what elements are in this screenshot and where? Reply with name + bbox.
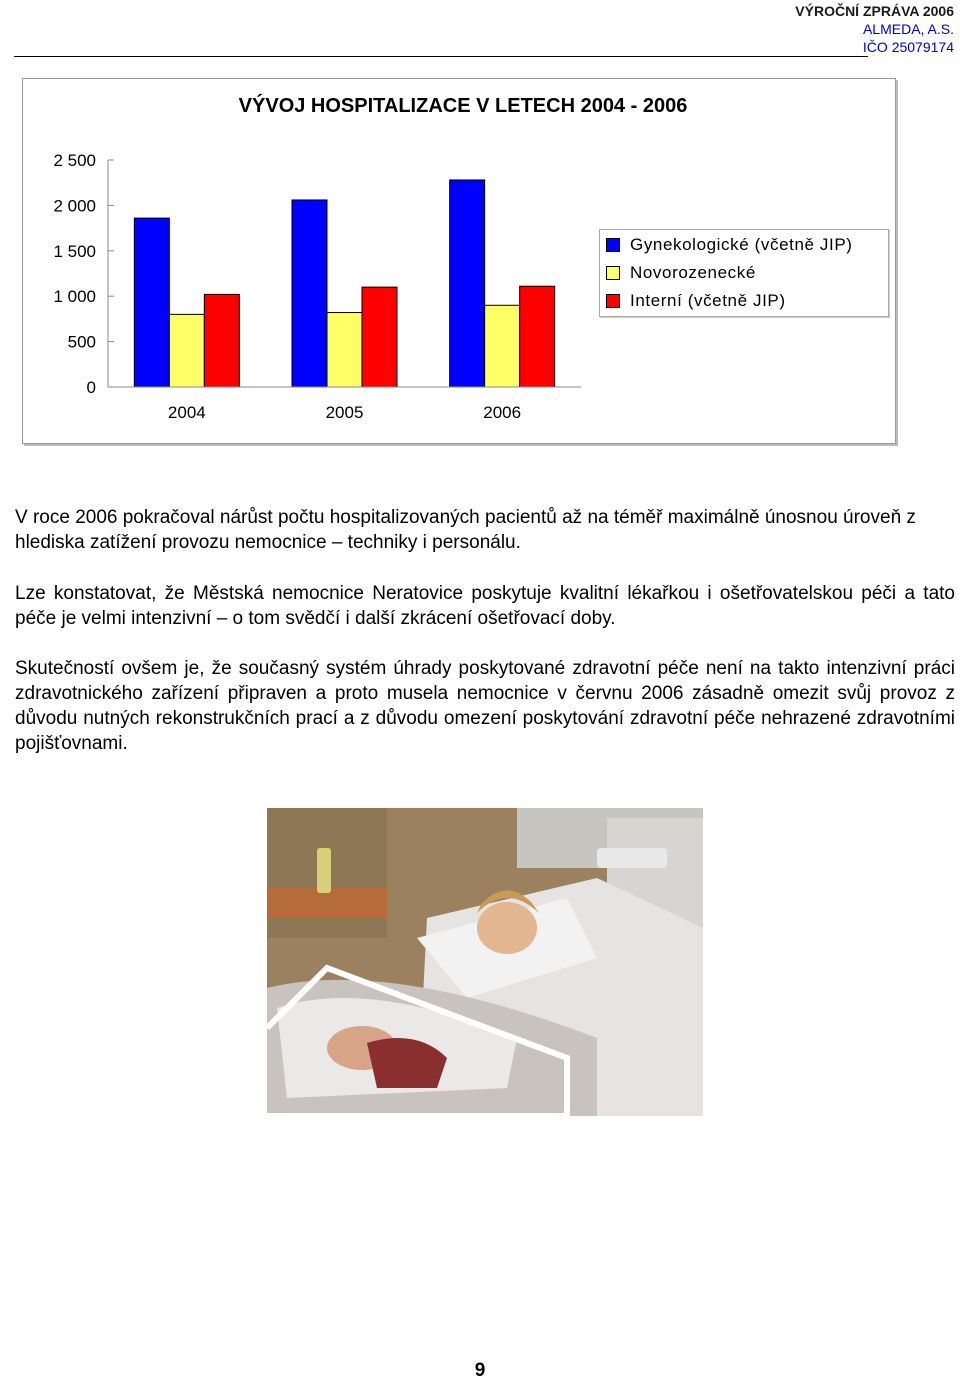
legend-label: Interní (včetně JIP) xyxy=(630,291,786,310)
y-tick-label: 1 500 xyxy=(53,241,96,261)
bar-2006-series-0 xyxy=(450,180,485,387)
bar-2005-series-2 xyxy=(362,287,397,387)
chart-title: VÝVOJ HOSPITALIZACE V LETECH 2004 - 2006 xyxy=(238,95,688,117)
legend-swatch-yellow xyxy=(606,266,620,280)
y-axis xyxy=(53,151,114,397)
paragraph-2: Lze konstatovat, že Městská nemocnice Neratovice poskytuje kvalitní lékařkou i ošetřovatelskou péči a tato péče je velmi intenzivní – o tom svědčí i další zkrácení ošetřovací doby. xyxy=(15,583,955,629)
header-divider xyxy=(14,56,868,57)
chart-legend xyxy=(599,229,889,317)
x-tick-label: 2006 xyxy=(483,403,522,422)
bar-2004-series-1 xyxy=(169,314,204,387)
legend-item-newborn xyxy=(606,261,756,285)
legend-item-internal xyxy=(606,289,786,313)
photo-illustration xyxy=(267,808,703,1116)
y-tick-label: 2 000 xyxy=(53,196,96,216)
x-tick-label: 2005 xyxy=(325,403,364,422)
legend-swatch-red xyxy=(606,294,620,308)
bar-2006-series-1 xyxy=(485,305,520,387)
legend-item-gynecology xyxy=(606,233,853,257)
x-axis xyxy=(108,387,581,422)
company-name: ALMEDA, A.S. xyxy=(862,21,954,37)
bar-2005-series-1 xyxy=(327,313,362,387)
report-title: VÝROČNÍ ZPRÁVA 2006 xyxy=(795,3,954,19)
legend-label: Novorozenecké xyxy=(630,263,756,282)
legend-label: Gynekologické (včetně JIP) xyxy=(630,235,853,254)
page-number: 9 xyxy=(474,1360,486,1381)
y-tick-label: 500 xyxy=(67,332,96,352)
page-header xyxy=(795,2,954,56)
chart-bars xyxy=(134,180,554,387)
x-tick-label: 2004 xyxy=(167,403,206,422)
y-tick-label: 2 500 xyxy=(53,151,96,170)
hospital-room-photo xyxy=(267,808,703,1116)
legend-swatch-blue xyxy=(606,238,620,252)
company-id: IČO 25079174 xyxy=(862,39,954,55)
paragraph-1: V roce 2006 pokračoval nárůst počtu hospitalizovaných pacientů až na téměř maximálně únosnou úroveň z hlediska zatížení provozu nemocnice – techniky i personálu. xyxy=(15,507,916,553)
paragraph-3: Skutečností ovšem je, že současný systém úhrady poskytované zdravotní péče není na takto intenzivní práci zdravotnického zařízení připraven a proto musela nemocnice v červnu 2006 zásadně omezit svůj provoz z důvodu nutných rekonstrukčních prací a z důvodu omezení poskytování zdravotní péče nehrazené zdravotními pojišťovnami. xyxy=(15,658,955,754)
hospitalization-chart xyxy=(22,78,896,444)
y-tick-label: 0 xyxy=(86,378,96,397)
y-tick-label: 1 000 xyxy=(53,287,96,307)
bar-2004-series-0 xyxy=(134,218,169,387)
bar-2004-series-2 xyxy=(204,294,239,387)
bar-2006-series-2 xyxy=(520,286,555,387)
bar-2005-series-0 xyxy=(292,200,327,387)
